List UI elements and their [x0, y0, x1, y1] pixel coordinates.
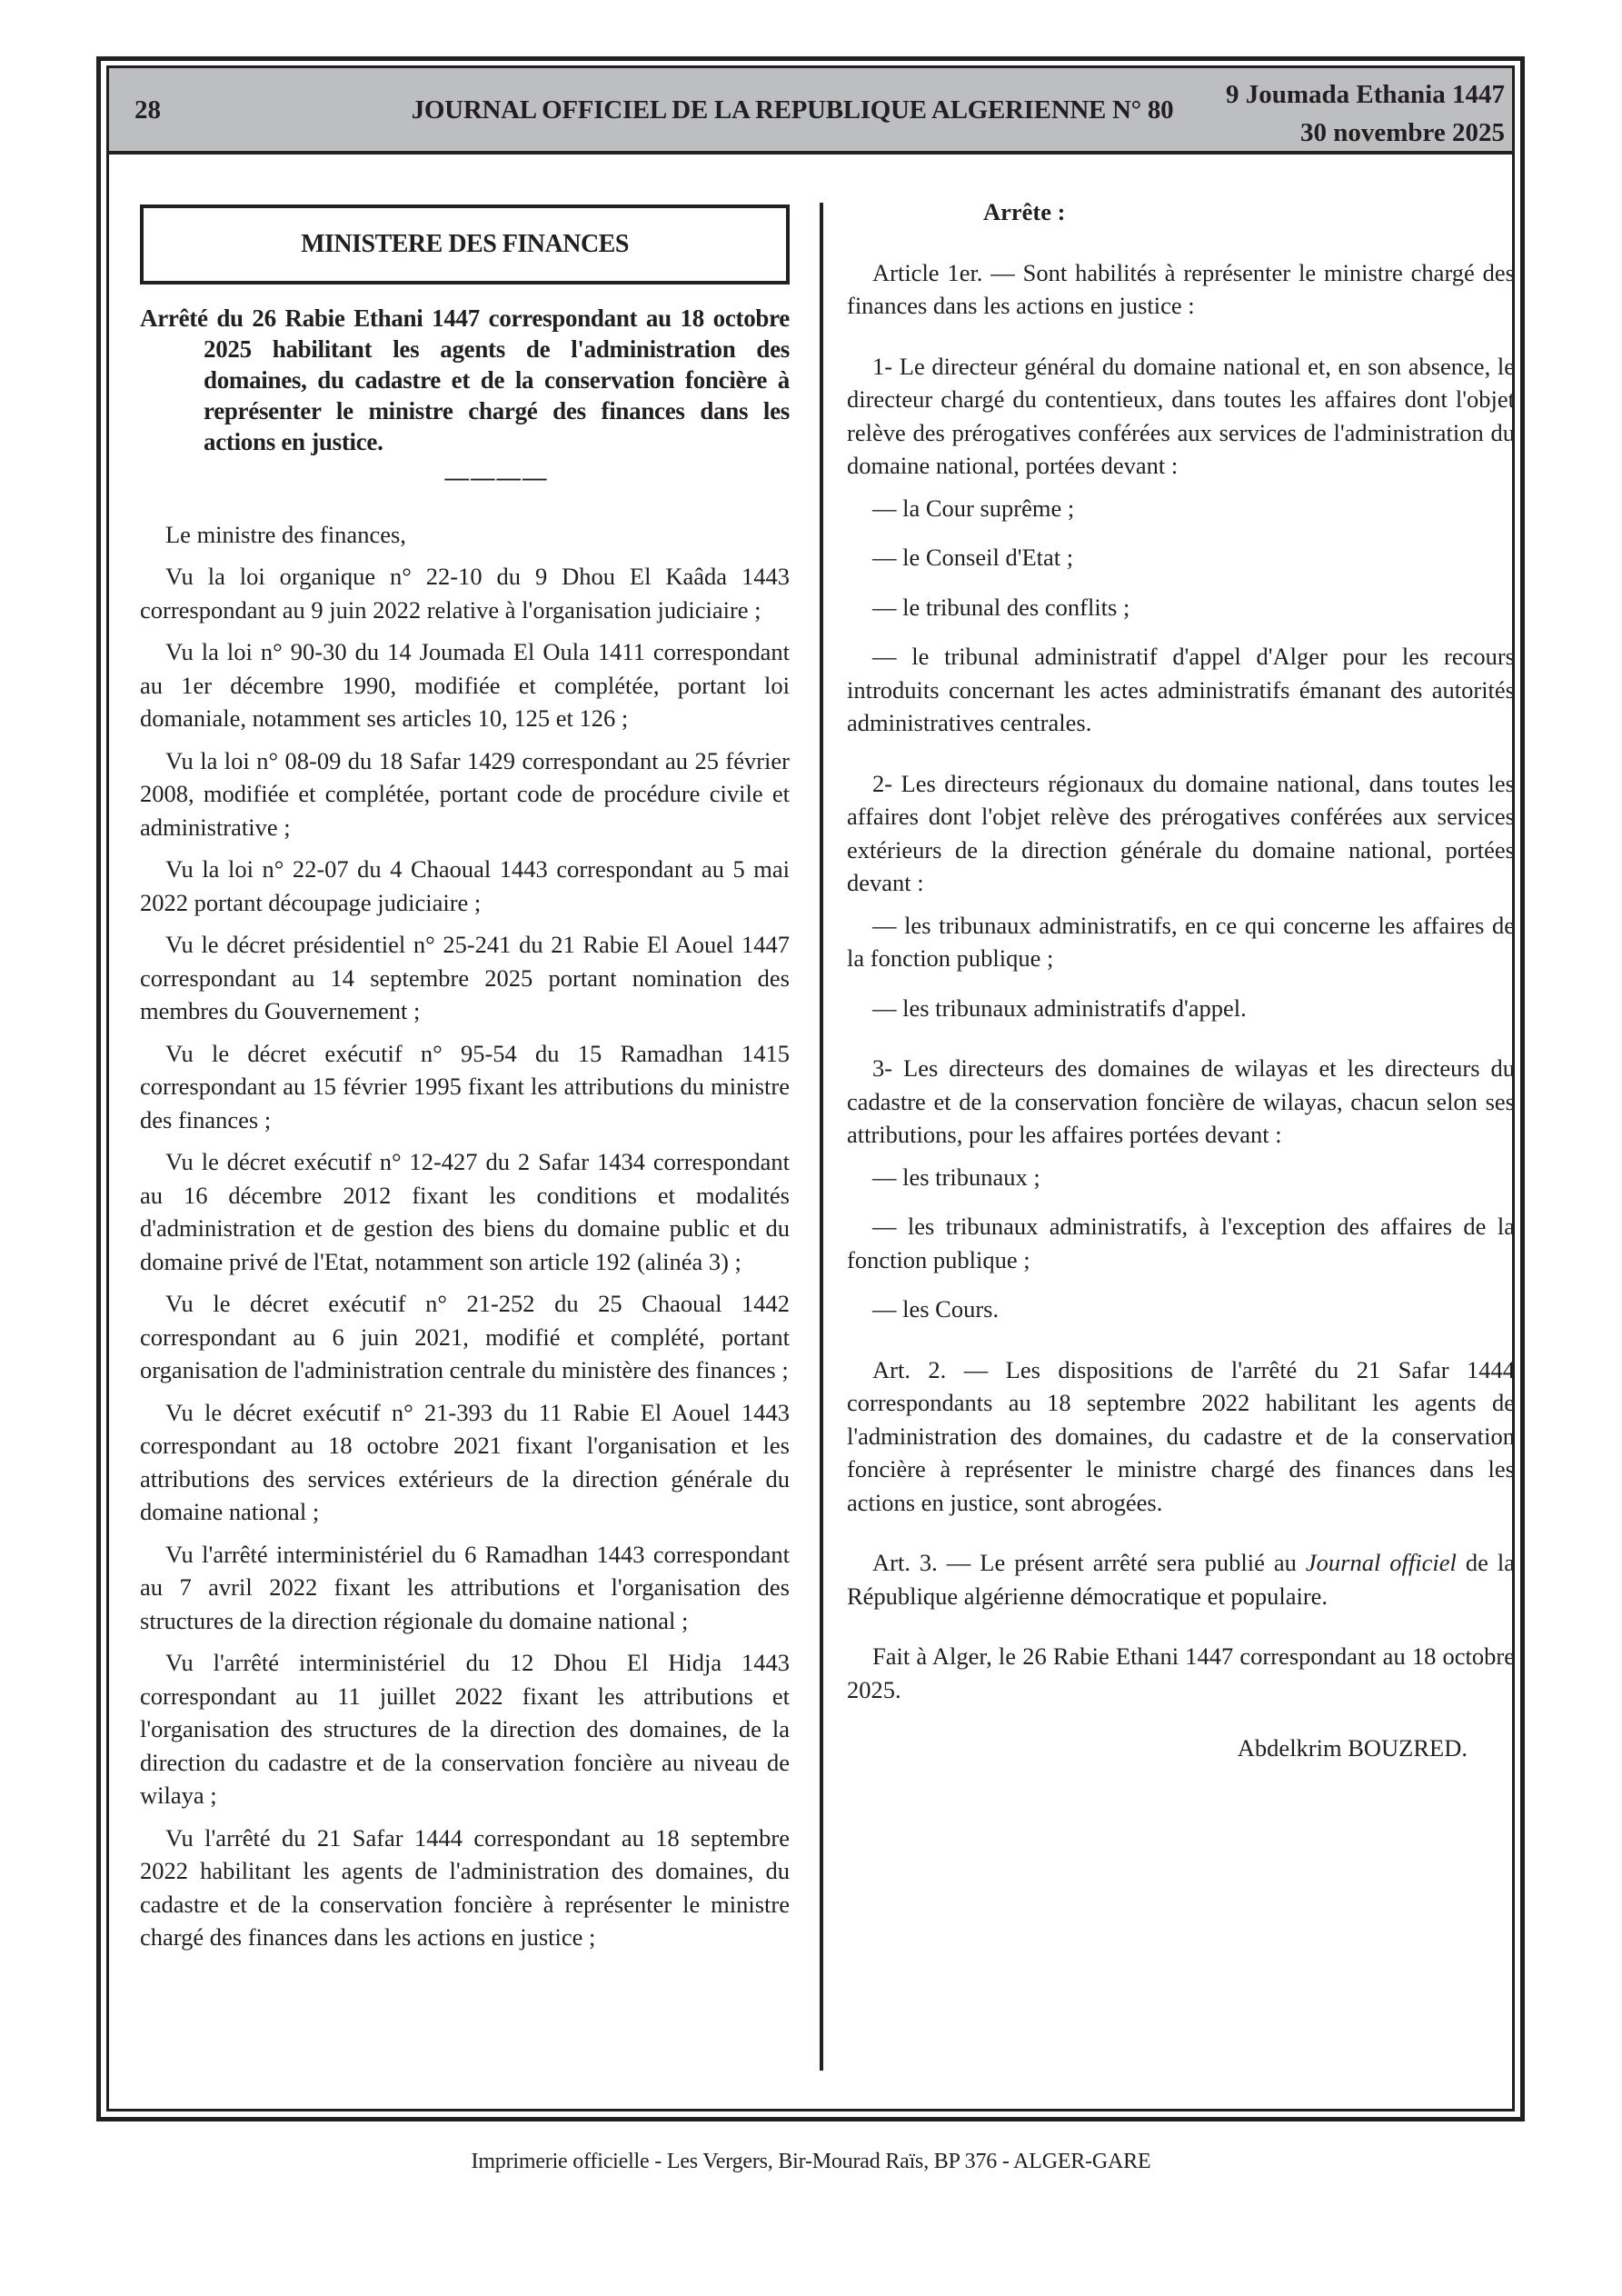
visa-item: Vu la loi n° 90-30 du 14 Joumada El Oula 1411 correspondant au 1er décembre 1990, modifiée et complétée, portant loi domaniale, notamment ses articles 10, 125 et 126 ;: [140, 638, 790, 732]
title-separator: ————: [444, 464, 549, 491]
court-list-item: — le Conseil d'Etat ;: [872, 544, 1074, 571]
arrete-heading: Arrête :: [983, 198, 1066, 225]
left-column: [140, 195, 790, 1963]
court-list-item: — les Cours.: [872, 1295, 1000, 1323]
done-at: Fait à Alger, le 26 Rabie Ethani 1447 correspondant au 18 octobre 2025.: [847, 1642, 1515, 1703]
court-list-item: — les tribunaux administratifs, à l'exception des affaires de la fonction publique ;: [847, 1213, 1515, 1273]
visa-item: Vu la loi n° 22-07 du 4 Chaoual 1443 correspondant au 5 mai 2022 portant découpage judiciaire ;: [140, 855, 790, 916]
visa-item: Vu l'arrêté du 21 Safar 1444 correspondant au 18 septembre 2022 habilitant les agents de l'administration des domaines, du cadastre et de la conservation foncière à représenter le ministre chargé des finances dans les actions en justice ;: [140, 1823, 790, 1951]
journal-title: JOURNAL OFFICIEL DE LA REPUBLIQUE ALGERIENNE N° 80: [411, 95, 1174, 125]
article-3-suffix: de la République algérienne démocratique et populaire.: [847, 1549, 1515, 1610]
court-list-item: — la Cour suprême ;: [872, 494, 1075, 522]
court-list-item: — le tribunal administratif d'appel d'Alger pour les recours introduits concernant les actes administratifs émanant des autorités administratives centrales.: [847, 643, 1515, 736]
article-3-prefix: Art. 3. — Le présent arrêté sera publié au: [872, 1549, 1306, 1576]
printer-footer: Imprimerie officielle - Les Vergers, Bir-Mourad Raïs, BP 376 - ALGER-GARE: [471, 2150, 1151, 2173]
ministry-heading: MINISTERE DES FINANCES: [140, 205, 790, 285]
article-3: [847, 1546, 1515, 1612]
article-1-point-2: 2- Les directeurs régionaux du domaine national, dans toutes les affaires dont l'objet relève des prérogatives conférées aux services extérieurs de la direction générale du domaine national, portées devant :: [847, 769, 1515, 896]
minister-intro: Le ministre des finances,: [165, 520, 406, 548]
issue-date-gregorian: 30 novembre 2025: [1299, 118, 1505, 147]
visa-item: Vu le décret exécutif n° 21-252 du 25 Chaoual 1442 correspondant au 6 juin 2021, modifié et complété, portant organisation de l'administration centrale du ministère des finances ;: [140, 1290, 790, 1383]
visa-item: Vu l'arrêté interministériel du 12 Dhou El Hidja 1443 correspondant au 11 juillet 2022 fixant les attributions et l'organisation des structures de la direction des domaines, de la direction du cadastre et de la conservation foncière au niveau de wilaya ;: [140, 1649, 790, 1809]
visa-item: Vu l'arrêté interministériel du 6 Ramadhan 1443 correspondant au 7 avril 2022 fixant les attributions et l'organisation des structures de la direction régionale du domaine national ;: [140, 1540, 790, 1634]
court-list-item: — les tribunaux administratifs d'appel.: [872, 993, 1247, 1022]
article-2: Art. 2. — Les dispositions de l'arrêté du 21 Safar 1444 correspondants au 18 septembre 2022 habilitant les agents de l'administration des domaines, du cadastre et de la conservation foncière à représenter le ministre chargé des finances dans les actions en justice, sont abrogées.: [847, 1355, 1515, 1516]
article-1-point-1: 1- Le directeur général du domaine national et, en son absence, le directeur chargé du contentieux, dans toutes les affaires dont l'objet relève des prérogatives conférées aux services de l'administration du domaine national, portées devant :: [847, 352, 1515, 479]
issue-date: [1226, 75, 1505, 152]
article-1-point-3: 3- Les directeurs des domaines de wilayas et les directeurs du cadastre et de la conservation foncière de wilayas, chacun selon ses attributions, pour les affaires portées devant :: [847, 1054, 1515, 1148]
issue-date-hijri: 9 Joumada Ethania 1447: [1226, 80, 1505, 109]
arrete-title: Arrêté du 26 Rabie Ethani 1447 correspondant au 18 octobre 2025 habilitant les agents de l'administration des domaines, du cadastre et de la conservation foncière à représenter le ministre chargé des finances dans les actions en justice.: [140, 304, 790, 455]
court-list-item: — les tribunaux administratifs, en ce qui concerne les affaires de la fonction publique ;: [847, 911, 1515, 972]
page-number: 28: [134, 95, 161, 125]
visa-item: Vu la loi organique n° 22-10 du 9 Dhou El Kaâda 1443 correspondant au 9 juin 2022 relative à l'organisation judiciaire ;: [140, 563, 790, 624]
visa-item: Vu la loi n° 08-09 du 18 Safar 1429 correspondant au 25 février 2008, modifiée et complétée, portant code de procédure civile et administrative ;: [140, 746, 790, 841]
court-list-item: — les tribunaux ;: [872, 1163, 1040, 1191]
page-frame: [96, 56, 1525, 2121]
visa-item: Vu le décret exécutif n° 95-54 du 15 Ramadhan 1415 correspondant au 15 février 1995 fixant les attributions du ministre des finances ;: [140, 1039, 790, 1133]
page-inner-frame: [106, 65, 1515, 2111]
column-divider: [820, 203, 823, 2071]
right-column: [847, 195, 1515, 1774]
page-header: [109, 68, 1512, 155]
visa-item: Vu le décret présidentiel n° 25-241 du 21 Rabie El Aouel 1447 correspondant au 14 septembre 2025 portant nomination des membres du Gouvernement ;: [140, 931, 790, 1024]
visa-item: Vu le décret exécutif n° 21-393 du 11 Rabie El Aouel 1443 correspondant au 18 octobre 2021 fixant l'organisation et les attributions des services extérieurs de la direction générale du domaine national ;: [140, 1398, 790, 1525]
article-1-intro: Article 1er. — Sont habilités à représenter le ministre chargé des finances dans les actions en justice :: [847, 258, 1515, 319]
visa-item: Vu le décret exécutif n° 12-427 du 2 Safar 1434 correspondant au 16 décembre 2012 fixant les conditions et modalités d'administration et de gestion des biens du domaine public et du domaine privé de l'Etat, notamment son article 192 (alinéa 3) ;: [140, 1148, 790, 1275]
signature: Abdelkrim BOUZRED.: [1237, 1734, 1468, 1762]
journal-officiel-italic: Journal officiel: [1305, 1549, 1457, 1576]
court-list-item: — le tribunal des conflits ;: [872, 593, 1130, 621]
